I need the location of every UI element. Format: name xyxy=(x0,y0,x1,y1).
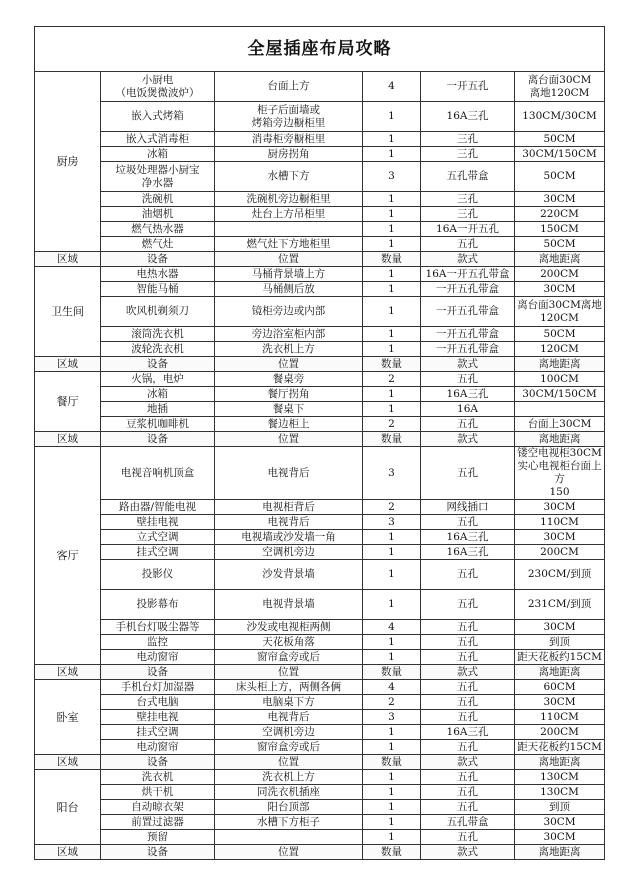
distance-cell: 30CM xyxy=(515,282,605,297)
style-cell: 五孔 xyxy=(421,695,515,710)
position-cell: 柜子后面墙或 烤箱旁边橱柜里 xyxy=(215,102,363,132)
header-count: 数量 xyxy=(363,252,421,267)
count-cell: 1 xyxy=(363,402,421,417)
header-style: 款式 xyxy=(421,432,515,447)
device-cell: 油烟机 xyxy=(101,207,215,222)
table-row xyxy=(35,515,605,530)
position-cell: 电视墙或沙发墙一角 xyxy=(215,530,363,545)
distance-cell: 231CM/到顶 xyxy=(515,590,605,620)
header-distance: 离地距离 xyxy=(515,845,605,860)
table-row xyxy=(35,590,605,620)
header-device: 设备 xyxy=(101,665,215,680)
style-cell: 16A三孔 xyxy=(421,387,515,402)
style-cell: 16A三孔 xyxy=(421,545,515,560)
count-cell: 1 xyxy=(363,740,421,755)
distance-cell: 50CM xyxy=(515,237,605,252)
device-cell: 壁挂电视 xyxy=(101,710,215,725)
position-cell: 窗帘盒旁或后 xyxy=(215,650,363,665)
position-cell: 沙发或电视柜两侧 xyxy=(215,620,363,635)
position-cell: 消毒柜旁橱柜里 xyxy=(215,132,363,147)
style-cell: 一开五孔带盒 xyxy=(421,327,515,342)
device-cell: 火锅，电炉 xyxy=(101,372,215,387)
position-cell: 旁边浴室柜内部 xyxy=(215,327,363,342)
device-cell: 智能马桶 xyxy=(101,282,215,297)
style-cell: 16A三孔 xyxy=(421,725,515,740)
position-cell: 台面上方 xyxy=(215,72,363,102)
position-cell: 床头柜上方，两侧各俩 xyxy=(215,680,363,695)
position-cell: 餐桌下 xyxy=(215,402,363,417)
device-cell: 电视音响机顶盒 xyxy=(101,447,215,500)
header-style: 款式 xyxy=(421,252,515,267)
position-cell: 厨房拐角 xyxy=(215,147,363,162)
count-cell: 1 xyxy=(363,132,421,147)
table-row xyxy=(35,102,605,132)
position-cell: 电视柜背后 xyxy=(215,500,363,515)
header-area: 区域 xyxy=(35,665,101,680)
table-row xyxy=(35,500,605,515)
room-label: 餐厅 xyxy=(35,372,101,432)
count-cell: 1 xyxy=(363,192,421,207)
room-label: 阳台 xyxy=(35,770,101,845)
distance-cell: 50CM xyxy=(515,327,605,342)
style-cell: 三孔 xyxy=(421,192,515,207)
style-cell: 一开五孔带盒 xyxy=(421,342,515,357)
header-distance: 离地距离 xyxy=(515,357,605,372)
count-cell: 4 xyxy=(363,620,421,635)
header-position: 位置 xyxy=(215,845,363,860)
header-area: 区域 xyxy=(35,755,101,770)
distance-cell: 离台面30CM离地 120CM xyxy=(515,297,605,327)
table-row xyxy=(35,327,605,342)
distance-cell: 50CM xyxy=(515,162,605,192)
count-cell: 1 xyxy=(363,147,421,162)
header-position: 位置 xyxy=(215,432,363,447)
position-cell: 同洗衣机插座 xyxy=(215,785,363,800)
position-cell: 电视背后 xyxy=(215,515,363,530)
table-row xyxy=(35,560,605,590)
distance-cell: 130CM/30CM xyxy=(515,102,605,132)
header-count: 数量 xyxy=(363,845,421,860)
distance-cell: 200CM xyxy=(515,545,605,560)
header-area: 区域 xyxy=(35,252,101,267)
position-cell: 电视背后 xyxy=(215,447,363,500)
count-cell: 2 xyxy=(363,500,421,515)
position-cell: 餐桌旁 xyxy=(215,372,363,387)
distance-cell: 120CM xyxy=(515,342,605,357)
socket-table xyxy=(34,26,605,860)
distance-cell: 200CM xyxy=(515,267,605,282)
distance-cell: 距天花板约15CM xyxy=(515,650,605,665)
distance-cell: 30CM xyxy=(515,500,605,515)
table-row xyxy=(35,680,605,695)
style-cell: 五孔 xyxy=(421,237,515,252)
device-cell: 烘干机 xyxy=(101,785,215,800)
position-cell: 马桶背景墙上方 xyxy=(215,267,363,282)
device-cell: 洗碗机 xyxy=(101,192,215,207)
device-cell: 电热水器 xyxy=(101,267,215,282)
count-cell: 1 xyxy=(363,207,421,222)
style-cell: 五孔 xyxy=(421,710,515,725)
header-count: 数量 xyxy=(363,357,421,372)
style-cell: 一开五孔 xyxy=(421,72,515,102)
count-cell: 2 xyxy=(363,417,421,432)
style-cell: 五孔 xyxy=(421,740,515,755)
room-label: 厨房 xyxy=(35,72,101,252)
header-position: 位置 xyxy=(215,252,363,267)
header-device: 设备 xyxy=(101,357,215,372)
position-cell: 餐厅拐角 xyxy=(215,387,363,402)
distance-cell: 30CM/150CM xyxy=(515,147,605,162)
count-cell: 3 xyxy=(363,710,421,725)
device-cell: 监控 xyxy=(101,635,215,650)
device-cell: 嵌入式烤箱 xyxy=(101,102,215,132)
position-cell: 燃气灶下方地柜里 xyxy=(215,237,363,252)
count-cell: 3 xyxy=(363,447,421,500)
distance-cell: 离台面30CM 离地120CM xyxy=(515,72,605,102)
column-header-row xyxy=(35,665,605,680)
table-row xyxy=(35,830,605,845)
column-header-row xyxy=(35,357,605,372)
count-cell: 1 xyxy=(363,650,421,665)
device-cell: 手机台灯吸尘器等 xyxy=(101,620,215,635)
distance-cell: 30CM xyxy=(515,192,605,207)
count-cell: 4 xyxy=(363,680,421,695)
style-cell: 五孔 xyxy=(421,590,515,620)
room-label: 卫生间 xyxy=(35,267,101,357)
position-cell: 水槽下方 xyxy=(215,162,363,192)
style-cell: 三孔 xyxy=(421,132,515,147)
style-cell: 16A三孔 xyxy=(421,102,515,132)
style-cell: 五孔带盒 xyxy=(421,162,515,192)
device-cell: 洗衣机 xyxy=(101,770,215,785)
style-cell: 16A三孔 xyxy=(421,530,515,545)
table-row xyxy=(35,342,605,357)
count-cell: 1 xyxy=(363,800,421,815)
distance-cell: 距天花板约15CM xyxy=(515,740,605,755)
count-cell: 2 xyxy=(363,695,421,710)
table-row xyxy=(35,785,605,800)
count-cell: 1 xyxy=(363,237,421,252)
distance-cell: 30CM xyxy=(515,620,605,635)
position-cell: 镜柜旁边或内部 xyxy=(215,297,363,327)
table-row xyxy=(35,402,605,417)
header-device: 设备 xyxy=(101,845,215,860)
count-cell: 3 xyxy=(363,162,421,192)
header-count: 数量 xyxy=(363,432,421,447)
style-cell: 五孔带盒 xyxy=(421,815,515,830)
device-cell: 预留 xyxy=(101,830,215,845)
header-distance: 离地距离 xyxy=(515,252,605,267)
column-header-row xyxy=(35,845,605,860)
style-cell: 网线插口 xyxy=(421,500,515,515)
table-row xyxy=(35,635,605,650)
distance-cell xyxy=(515,402,605,417)
distance-cell: 30CM xyxy=(515,830,605,845)
style-cell: 五孔 xyxy=(421,635,515,650)
table-row xyxy=(35,162,605,192)
count-cell: 1 xyxy=(363,785,421,800)
distance-cell: 到顶 xyxy=(515,635,605,650)
device-cell: 滚筒洗衣机 xyxy=(101,327,215,342)
header-device: 设备 xyxy=(101,755,215,770)
position-cell: 洗衣机上方 xyxy=(215,770,363,785)
column-header-row xyxy=(35,755,605,770)
position-cell xyxy=(215,830,363,845)
device-cell: 小厨电 （电饭煲微波炉） xyxy=(101,72,215,102)
table-row xyxy=(35,695,605,710)
device-cell: 电动窗帘 xyxy=(101,740,215,755)
style-cell: 五孔 xyxy=(421,650,515,665)
device-cell: 燃气灶 xyxy=(101,237,215,252)
header-device: 设备 xyxy=(101,432,215,447)
count-cell: 1 xyxy=(363,282,421,297)
room-label: 卧室 xyxy=(35,680,101,755)
device-cell: 挂式空调 xyxy=(101,725,215,740)
distance-cell: 30CM xyxy=(515,695,605,710)
header-style: 款式 xyxy=(421,357,515,372)
device-cell: 冰箱 xyxy=(101,147,215,162)
count-cell: 1 xyxy=(363,815,421,830)
count-cell: 1 xyxy=(363,530,421,545)
table-row xyxy=(35,650,605,665)
count-cell: 1 xyxy=(363,222,421,237)
table-row xyxy=(35,725,605,740)
position-cell: 电脑桌下方 xyxy=(215,695,363,710)
count-cell: 1 xyxy=(363,327,421,342)
style-cell: 16A一开五孔 xyxy=(421,222,515,237)
header-distance: 离地距离 xyxy=(515,755,605,770)
device-cell: 自动晾衣架 xyxy=(101,800,215,815)
device-cell: 台式电脑 xyxy=(101,695,215,710)
header-style: 款式 xyxy=(421,845,515,860)
style-cell: 五孔 xyxy=(421,447,515,500)
title-row xyxy=(35,27,605,72)
style-cell: 五孔 xyxy=(421,830,515,845)
sheet-title: 全屋插座布局攻略 xyxy=(35,27,605,72)
table-row xyxy=(35,222,605,237)
count-cell: 1 xyxy=(363,342,421,357)
device-cell: 挂式空调 xyxy=(101,545,215,560)
device-cell: 前置过滤器 xyxy=(101,815,215,830)
device-cell: 路由器/智能电视 xyxy=(101,500,215,515)
style-cell: 五孔 xyxy=(421,372,515,387)
column-header-row xyxy=(35,432,605,447)
distance-cell: 50CM xyxy=(515,132,605,147)
style-cell: 五孔 xyxy=(421,560,515,590)
count-cell: 1 xyxy=(363,545,421,560)
count-cell: 1 xyxy=(363,560,421,590)
distance-cell: 130CM xyxy=(515,785,605,800)
table-row xyxy=(35,770,605,785)
style-cell: 三孔 xyxy=(421,147,515,162)
position-cell: 空调机旁边 xyxy=(215,725,363,740)
style-cell: 16A一开五孔带盒 xyxy=(421,267,515,282)
position-cell: 空调机旁边 xyxy=(215,545,363,560)
distance-cell: 到顶 xyxy=(515,800,605,815)
position-cell: 电视背景墙 xyxy=(215,590,363,620)
distance-cell: 200CM xyxy=(515,725,605,740)
distance-cell: 110CM xyxy=(515,710,605,725)
column-header-row xyxy=(35,252,605,267)
header-area: 区域 xyxy=(35,432,101,447)
header-position: 位置 xyxy=(215,665,363,680)
count-cell: 1 xyxy=(363,725,421,740)
style-cell: 一开五孔带盒 xyxy=(421,297,515,327)
position-cell: 灶台上方吊柜里 xyxy=(215,207,363,222)
table-row xyxy=(35,192,605,207)
style-cell: 五孔 xyxy=(421,785,515,800)
device-cell: 电动窗帘 xyxy=(101,650,215,665)
device-cell: 投影幕布 xyxy=(101,590,215,620)
header-count: 数量 xyxy=(363,665,421,680)
device-cell: 波轮洗衣机 xyxy=(101,342,215,357)
table-row xyxy=(35,530,605,545)
device-cell: 投影仪 xyxy=(101,560,215,590)
distance-cell: 220CM xyxy=(515,207,605,222)
header-distance: 离地距离 xyxy=(515,432,605,447)
distance-cell: 230CM/到顶 xyxy=(515,560,605,590)
table-row xyxy=(35,620,605,635)
position-cell: 餐边柜上 xyxy=(215,417,363,432)
table-row xyxy=(35,740,605,755)
room-label: 客厅 xyxy=(35,447,101,665)
header-area: 区域 xyxy=(35,357,101,372)
count-cell: 1 xyxy=(363,387,421,402)
count-cell: 1 xyxy=(363,770,421,785)
distance-cell: 130CM xyxy=(515,770,605,785)
table-row xyxy=(35,72,605,102)
position-cell: 天花板角落 xyxy=(215,635,363,650)
table-row xyxy=(35,387,605,402)
style-cell: 五孔 xyxy=(421,800,515,815)
position-cell: 水槽下方柜子 xyxy=(215,815,363,830)
table-row xyxy=(35,545,605,560)
table-row xyxy=(35,282,605,297)
position-cell: 沙发背景墙 xyxy=(215,560,363,590)
table-row xyxy=(35,815,605,830)
device-cell: 冰箱 xyxy=(101,387,215,402)
socket-layout-sheet xyxy=(34,26,604,860)
distance-cell: 台面上30CM xyxy=(515,417,605,432)
distance-cell: 150CM xyxy=(515,222,605,237)
device-cell: 立式空调 xyxy=(101,530,215,545)
table-row xyxy=(35,447,605,500)
device-cell: 壁挂电视 xyxy=(101,515,215,530)
count-cell: 1 xyxy=(363,635,421,650)
distance-cell: 60CM xyxy=(515,680,605,695)
distance-cell: 30CM/150CM xyxy=(515,387,605,402)
distance-cell: 30CM xyxy=(515,815,605,830)
position-cell: 窗帘盒旁或后 xyxy=(215,740,363,755)
count-cell: 1 xyxy=(363,830,421,845)
count-cell: 3 xyxy=(363,515,421,530)
style-cell: 五孔 xyxy=(421,620,515,635)
table-row xyxy=(35,207,605,222)
position-cell: 洗碗机旁边橱柜里 xyxy=(215,192,363,207)
count-cell: 1 xyxy=(363,102,421,132)
count-cell: 1 xyxy=(363,267,421,282)
style-cell: 三孔 xyxy=(421,207,515,222)
table-row xyxy=(35,417,605,432)
count-cell: 4 xyxy=(363,72,421,102)
device-cell: 垃圾处理器小厨宝 净水器 xyxy=(101,162,215,192)
header-position: 位置 xyxy=(215,357,363,372)
table-row xyxy=(35,372,605,387)
table-row xyxy=(35,267,605,282)
table-row xyxy=(35,297,605,327)
position-cell xyxy=(215,222,363,237)
count-cell: 1 xyxy=(363,297,421,327)
distance-cell: 110CM xyxy=(515,515,605,530)
table-row xyxy=(35,147,605,162)
table-row xyxy=(35,237,605,252)
count-cell: 2 xyxy=(363,372,421,387)
header-device: 设备 xyxy=(101,252,215,267)
header-distance: 离地距离 xyxy=(515,665,605,680)
device-cell: 嵌入式消毒柜 xyxy=(101,132,215,147)
style-cell: 五孔 xyxy=(421,515,515,530)
position-cell: 电视背后 xyxy=(215,710,363,725)
distance-cell: 100CM xyxy=(515,372,605,387)
header-style: 款式 xyxy=(421,755,515,770)
device-cell: 吹风机剃须刀 xyxy=(101,297,215,327)
header-style: 款式 xyxy=(421,665,515,680)
table-row xyxy=(35,710,605,725)
style-cell: 一开五孔带盒 xyxy=(421,282,515,297)
header-position: 位置 xyxy=(215,755,363,770)
style-cell: 五孔 xyxy=(421,680,515,695)
table-row xyxy=(35,132,605,147)
header-count: 数量 xyxy=(363,755,421,770)
style-cell: 16A xyxy=(421,402,515,417)
position-cell: 马桶侧后放 xyxy=(215,282,363,297)
distance-cell: 30CM xyxy=(515,530,605,545)
header-area: 区域 xyxy=(35,845,101,860)
distance-cell: 镂空电视柜30CM 实心电视柜台面上方 150 xyxy=(515,447,605,500)
style-cell: 五孔 xyxy=(421,770,515,785)
position-cell: 洗衣机上方 xyxy=(215,342,363,357)
count-cell: 1 xyxy=(363,590,421,620)
style-cell: 五孔 xyxy=(421,417,515,432)
device-cell: 手机台灯加湿器 xyxy=(101,680,215,695)
device-cell: 地插 xyxy=(101,402,215,417)
table-row xyxy=(35,800,605,815)
device-cell: 燃气热水器 xyxy=(101,222,215,237)
device-cell: 豆浆机咖啡机 xyxy=(101,417,215,432)
position-cell: 阳台顶部 xyxy=(215,800,363,815)
